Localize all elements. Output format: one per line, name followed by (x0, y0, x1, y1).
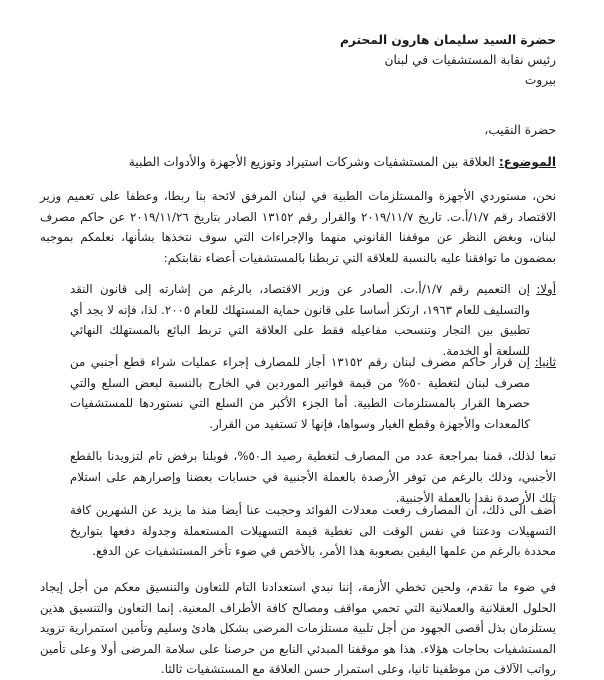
salutation: حضرة النقيب، (484, 123, 556, 137)
paragraph-final: في ضوء ما تقدم، ولحين تخطي الأزمة، إننا نبدي استعدادنا التام للتعاون والتنسيق معكم من أجل إيجاد الحلول العقلانية والعملانية التي تحمي مواقف ومصالح كافة الأطراف المعنية. إنما التعاون والتنسيق هذين يستلزمان بذل أقصى الجهود من أجل تلبية مستلزمات المرضى بشكل هادئ وسليم وتأمين استمرارية تزويد المستشفيات بحاجات هؤلاء. هذا هو موقفنا المبدئي النابع من حرصنا على سلامة المرضى أولا وعلى تأمين رواتب الآلاف من موظفينا ثانيا، وعلى استمرار حسن العلاقة مع المستشفيات ثالثا. (40, 580, 556, 677)
item-first-text: إن التعميم رقم ١/٧/أ.ت. الصادر عن وزير الاقتصاد، بالرغم من إشارته إلى قانون النقد والتسليف للعام ١٩٦٣، ارتكز أساسا على قانون حماية المستهلك للعام ٢٠٠٥. لذا، فإنه لا يجد أي تطبيق بين التجار وتنسحب مفاعيله فقط على العلاقة التي تربط البائع بالمستهلك النهائي للسلعة أو الخدمة. (70, 282, 531, 358)
item-first (70, 279, 556, 361)
addressee-title: رئيس نقابة المستشفيات في لبنان (384, 53, 556, 67)
paragraph-banks-text: أضف الى ذلك، أن المصارف رفعت معدلات الفوائد وحجبت عنا أيضا منذ ما يزيد عن الشهرين كافة التسهيلات ودعتنا في نفس الوقت الى تغطية قيمة التسهيلات المستعملة وجدولة دفعها بتواريخ محددة بالرغم من علمها اليقين بصعوبة هذا الأمر، بالأخص في ضوء تأخر المستشفيات عن الدفع. (70, 503, 556, 559)
item-second (70, 352, 556, 508)
subject-label: الموضوع: (498, 155, 556, 169)
intro-paragraph: نحن، مستوردي الأجهزة والمستلزمات الطبية في لبنان المرفق لائحة بنا ربطا، وعطفا على تعميم وزير الاقتصاد رقم ١/٧/أ.ت. تاريخ ٢٠١٩/١١/٧ والقرار رقم ١٣١٥٢ الصادر بتاريخ ٢٠١٩/١١/٢٦ عن حاكم مصرف لبنان، وبغض النظر عن موقفنا القانوني منهما والإجراءات التي سوف نتخذها بشأنها، نعلمكم بموجبه بمضمون ما توافقنا عليه بالنسبة للعلاقة التي تربطنا بالمستشفيات أعضاء نقابتكم: (40, 189, 556, 265)
paragraph-banks (70, 500, 556, 562)
addressee-block (40, 30, 556, 90)
subject-line (40, 153, 556, 171)
item-second-continuation: تبعا لذلك، قمنا بمراجعة عدد من المصارف لتغطية رصيد الـ٥٠%، فوبلنا برفض تام لتزويدنا بالقطع الأجنبي، وذلك بالرغم من توفر الأرصدة بالعملة الأجنبية في حسابات بعضنا وإصرارهم على استلام تلك الأرصدة نقدا بالعملة الأجنبية. (70, 449, 556, 505)
item-second-text: إن قرار حاكم مصرف لبنان رقم ١٣١٥٢ أجاز للمصارف إجراء عمليات شراء قطع أجنبي من مصرف لبنان لتغطية ٥٠% من قيمة فواتير الموردين في الخارج بالنسبة لبعض السلع والتي حصرها القرار بالمستلزمات الطبية. أما الجزء الأكبر من السلع التي نستوردها للمستشفيات كالمعدات والأجهزة وقطع الغيار وسواها، فإنها لا تستفيد من القرار. (70, 355, 530, 431)
item-first-label: أولا: (536, 282, 556, 296)
addressee-city: بيروت (524, 73, 556, 87)
item-second-label: ثانيا: (534, 355, 556, 369)
addressee-name: حضرة السيد سليمان هارون المحترم (339, 33, 556, 47)
subject-text: العلاقة بين المستشفيات وشركات استيراد وتوزيع الأجهزة والأدوات الطبية (128, 155, 495, 169)
